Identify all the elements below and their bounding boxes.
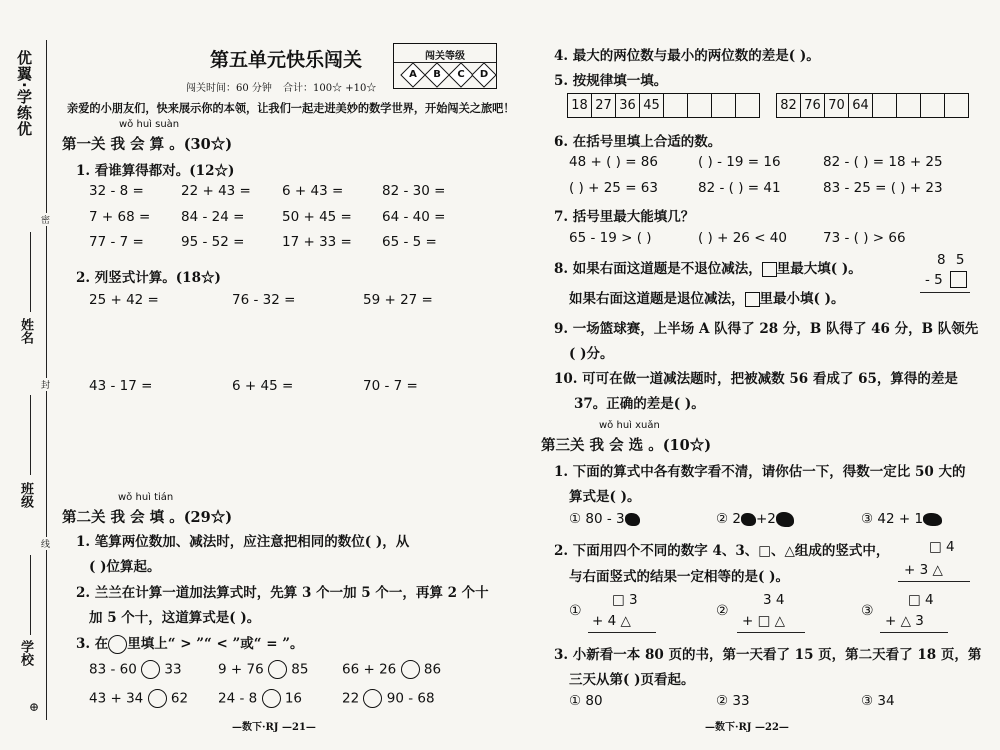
choice-option-2[interactable]: ② 33 — [716, 693, 750, 709]
s2-q3-title: 3. 在 里填上“ > ”“ < ”或“ = ”。 — [76, 636, 304, 652]
seq-blank[interactable] — [712, 94, 736, 118]
smudge-icon — [776, 512, 794, 527]
grade-option-c[interactable]: C — [448, 62, 473, 87]
compare-blank[interactable] — [363, 689, 382, 708]
grade-option-a[interactable]: A — [400, 62, 425, 87]
grade-label: 闯关等级 — [425, 51, 465, 62]
compare-item: 9 + 76 85 — [218, 661, 309, 678]
seq-cell: 18 — [568, 94, 592, 118]
vertical-calc-item: 43 - 17 = — [89, 378, 153, 394]
seq-cell: 64 — [849, 94, 873, 118]
seq-cell: 45 — [640, 94, 664, 118]
sequence-table-2 — [776, 93, 969, 118]
vertical-option-2-bottom: + □ △ — [742, 613, 786, 629]
compare-item: 66 + 26 86 — [342, 661, 442, 678]
right-footer: —数下·RJ —22— — [705, 722, 789, 733]
r-q9-line2: ( )分。 — [569, 346, 614, 362]
compare-item: 83 - 60 33 — [89, 661, 182, 678]
vertical-option-3-line — [880, 632, 948, 633]
name-field[interactable] — [30, 232, 31, 312]
time-info: 闯关时间：60 分钟 — [186, 83, 272, 94]
digit-box — [745, 292, 760, 307]
s2-q2-line2: 加 5 个十，这道算式是( )。 — [89, 610, 261, 626]
vertical-calc-item: 70 - 7 = — [363, 378, 418, 394]
r-q10-line2: 37。正确的差是( )。 — [574, 396, 705, 412]
calc-item: 65 - 5 = — [382, 234, 437, 250]
choice-option-3[interactable]: ③ 34 — [861, 693, 895, 709]
vertical-option-3-top: □ 4 — [908, 592, 934, 608]
s3-q3-line1: 3. 小新看一本 80 页的书，第一天看了 15 页，第二天看了 18 页，第 — [554, 647, 982, 663]
s2-q1-line2: ( )位算起。 — [89, 559, 161, 575]
compare-blank[interactable] — [262, 689, 281, 708]
vertical-option-1-label[interactable]: ① — [569, 603, 582, 619]
calc-item: 95 - 52 = — [181, 234, 245, 250]
seq-blank[interactable] — [945, 94, 969, 118]
fill-item: 48 + ( ) = 86 — [569, 154, 658, 170]
calc-item: 22 + 43 = — [181, 183, 251, 199]
s3-q2-line2: 与右面竖式的结果一定相等的是( )。 — [569, 569, 789, 585]
section2-title: 第二关 我 会 填 。(29☆) — [62, 509, 233, 526]
seq-cell: 27 — [592, 94, 616, 118]
seal-char: 封 — [41, 378, 50, 391]
sequence-table-1 — [567, 93, 760, 118]
r-q8-line2: 如果右面这道题是退位减法， 里最小填( )。 — [569, 291, 845, 307]
compare-item: 22 90 - 68 — [342, 690, 435, 707]
r-q5: 5. 按规律填一填。 — [554, 73, 668, 89]
fill-item: 82 - ( ) = 41 — [698, 180, 781, 196]
compare-item: 43 + 34 62 — [89, 690, 189, 707]
smudge-icon — [741, 513, 756, 526]
s3-q1-line2: 算式是( )。 — [569, 489, 641, 505]
vertical-option-2-top: 3 4 — [763, 592, 785, 608]
fill-item: 83 - 25 = ( ) + 23 — [823, 180, 943, 196]
vertical-calc-item: 6 + 45 = — [232, 378, 294, 394]
calc-item: 32 - 8 = — [89, 183, 144, 199]
compare-blank[interactable] — [148, 689, 167, 708]
choice-option-1[interactable]: ① 80 — [569, 693, 603, 709]
choice-option-3[interactable]: ③ 42 + 1 — [861, 511, 942, 527]
fill-item: 73 - ( ) > 66 — [823, 230, 906, 246]
brand-logo: 优翼·学练优 — [15, 50, 33, 137]
calc-item: 84 - 24 = — [181, 209, 245, 225]
vertical-option-3-label[interactable]: ③ — [861, 603, 874, 619]
r-q8-line1: 8. 如果右面这道题是不退位减法， 里最大填( )。 — [554, 261, 862, 277]
grade-option-b[interactable]: B — [424, 62, 449, 87]
s2-q2-line1: 2. 兰兰在计算一道加法算式时，先算 3 个一加 5 个一，再算 2 个十 — [76, 585, 489, 601]
calc-item: 82 - 30 = — [382, 183, 446, 199]
vertical-option-1-top: □ 3 — [612, 592, 638, 608]
compare-item: 24 - 8 16 — [218, 690, 303, 707]
seq-cell: 82 — [777, 94, 801, 118]
seq-blank[interactable] — [873, 94, 897, 118]
q8-digit-box[interactable] — [950, 271, 967, 288]
s3-q1-line1: 1. 下面的算式中各有数字看不清，请你估一下，得数一定比 50 大的 — [554, 464, 966, 480]
page-title: 第五单元快乐闯关 — [210, 49, 363, 71]
calc-item: 50 + 45 = — [282, 209, 352, 225]
calc-item: 6 + 43 = — [282, 183, 344, 199]
section2-pinyin: wǒ huì tián — [118, 492, 174, 503]
calc-item: 64 - 40 = — [382, 209, 446, 225]
school-label: 学校 — [18, 640, 33, 666]
left-footer: —数下·RJ —21— — [232, 722, 316, 733]
section3-title: 第三关 我 会 选 。(10☆) — [541, 437, 712, 454]
q8-vertical-line — [920, 292, 970, 293]
fill-item: 82 - ( ) = 18 + 25 — [823, 154, 943, 170]
seq-blank[interactable] — [688, 94, 712, 118]
grade-box — [393, 43, 497, 89]
intro-text: 亲爱的小朋友们，快来展示你的本领，让我们一起走进美妙的数学世界，开始闯关之旅吧！ — [67, 101, 515, 115]
compare-blank[interactable] — [401, 660, 420, 679]
seq-blank[interactable] — [736, 94, 760, 118]
r-q9-line1: 9. 一场篮球赛，上半场 A 队得了 28 分，B 队得了 46 分，B 队领先 — [554, 321, 979, 337]
circle-mark-icon: ⊕ — [29, 700, 40, 714]
class-field[interactable] — [30, 395, 31, 475]
q2-ref-top: □ 4 — [929, 539, 955, 555]
seq-cell: 76 — [801, 94, 825, 118]
s2-q1-line1: 1. 笔算两位数加、减法时，应注意把相同的数位( )，从 — [76, 534, 410, 550]
q8-vertical-top: 8 5 — [937, 252, 968, 268]
seal-char: 线 — [41, 537, 50, 550]
vertical-option-2-label[interactable]: ② — [716, 603, 729, 619]
vertical-option-3-bottom: + △ 3 — [885, 613, 924, 629]
section1-title: 第一关 我 会 算 。(30☆) — [62, 136, 233, 153]
section1-pinyin: wǒ huì suàn — [119, 119, 180, 130]
q2-title: 2. 列竖式计算。(18☆) — [76, 270, 221, 286]
choice-option-1[interactable]: ① 80 - 3 — [569, 511, 640, 527]
s3-q3-line2: 三天从第( )页看起。 — [569, 672, 695, 688]
digit-box — [762, 262, 777, 277]
seq-cell: 70 — [825, 94, 849, 118]
q2-ref-bottom: + 3 △ — [904, 562, 943, 578]
q8-vertical-op: - 5 — [925, 272, 943, 288]
fill-item: 65 - 19 > ( ) — [569, 230, 652, 246]
smudge-icon — [923, 513, 942, 526]
r-q7: 7. 括号里最大能填几？ — [554, 209, 695, 225]
seq-blank[interactable] — [921, 94, 945, 118]
fill-item: ( ) + 25 = 63 — [569, 180, 658, 196]
seq-blank[interactable] — [664, 94, 688, 118]
calc-item: 17 + 33 = — [282, 234, 352, 250]
r-q4: 4. 最大的两位数与最小的两位数的差是( )。 — [554, 48, 820, 64]
compare-blank[interactable] — [141, 660, 160, 679]
vertical-calc-item: 76 - 32 = — [232, 292, 296, 308]
fill-item: ( ) - 19 = 16 — [698, 154, 781, 170]
q2-ref-line — [898, 581, 970, 582]
score-info: 合计：100☆ +10☆ — [283, 83, 377, 94]
class-label: 班级 — [18, 482, 33, 508]
r-q10-line1: 10. 可可在做一道减法题时，把被减数 56 看成了 65，算得的差是 — [554, 371, 958, 387]
school-field[interactable] — [30, 555, 31, 635]
vertical-option-2-line — [737, 632, 805, 633]
vertical-calc-item: 25 + 42 = — [89, 292, 159, 308]
s3-q2-line1: 2. 下面用四个不同的数字 4、3、□、△组成的竖式中， — [554, 543, 890, 559]
compare-circle-icon — [108, 635, 127, 654]
grade-option-d[interactable]: D — [471, 62, 496, 87]
fill-item: ( ) + 26 < 40 — [698, 230, 787, 246]
calc-item: 77 - 7 = — [89, 234, 144, 250]
seq-cell: 36 — [616, 94, 640, 118]
smudge-icon — [625, 513, 640, 526]
calc-item: 7 + 68 = — [89, 209, 151, 225]
compare-blank[interactable] — [268, 660, 287, 679]
name-label: 姓名 — [18, 318, 33, 344]
section3-pinyin: wǒ huì xuǎn — [599, 420, 660, 431]
vertical-option-1-line — [588, 632, 656, 633]
seq-blank[interactable] — [897, 94, 921, 118]
vertical-calc-item: 59 + 27 = — [363, 292, 433, 308]
seal-char: 密 — [41, 213, 50, 226]
choice-option-2[interactable]: ② 2 +2 — [716, 511, 794, 527]
q1-title: 1. 看谁算得都对。(12☆) — [76, 163, 235, 179]
r-q6: 6. 在括号里填上合适的数。 — [554, 134, 722, 150]
vertical-option-1-bottom: + 4 △ — [592, 613, 631, 629]
